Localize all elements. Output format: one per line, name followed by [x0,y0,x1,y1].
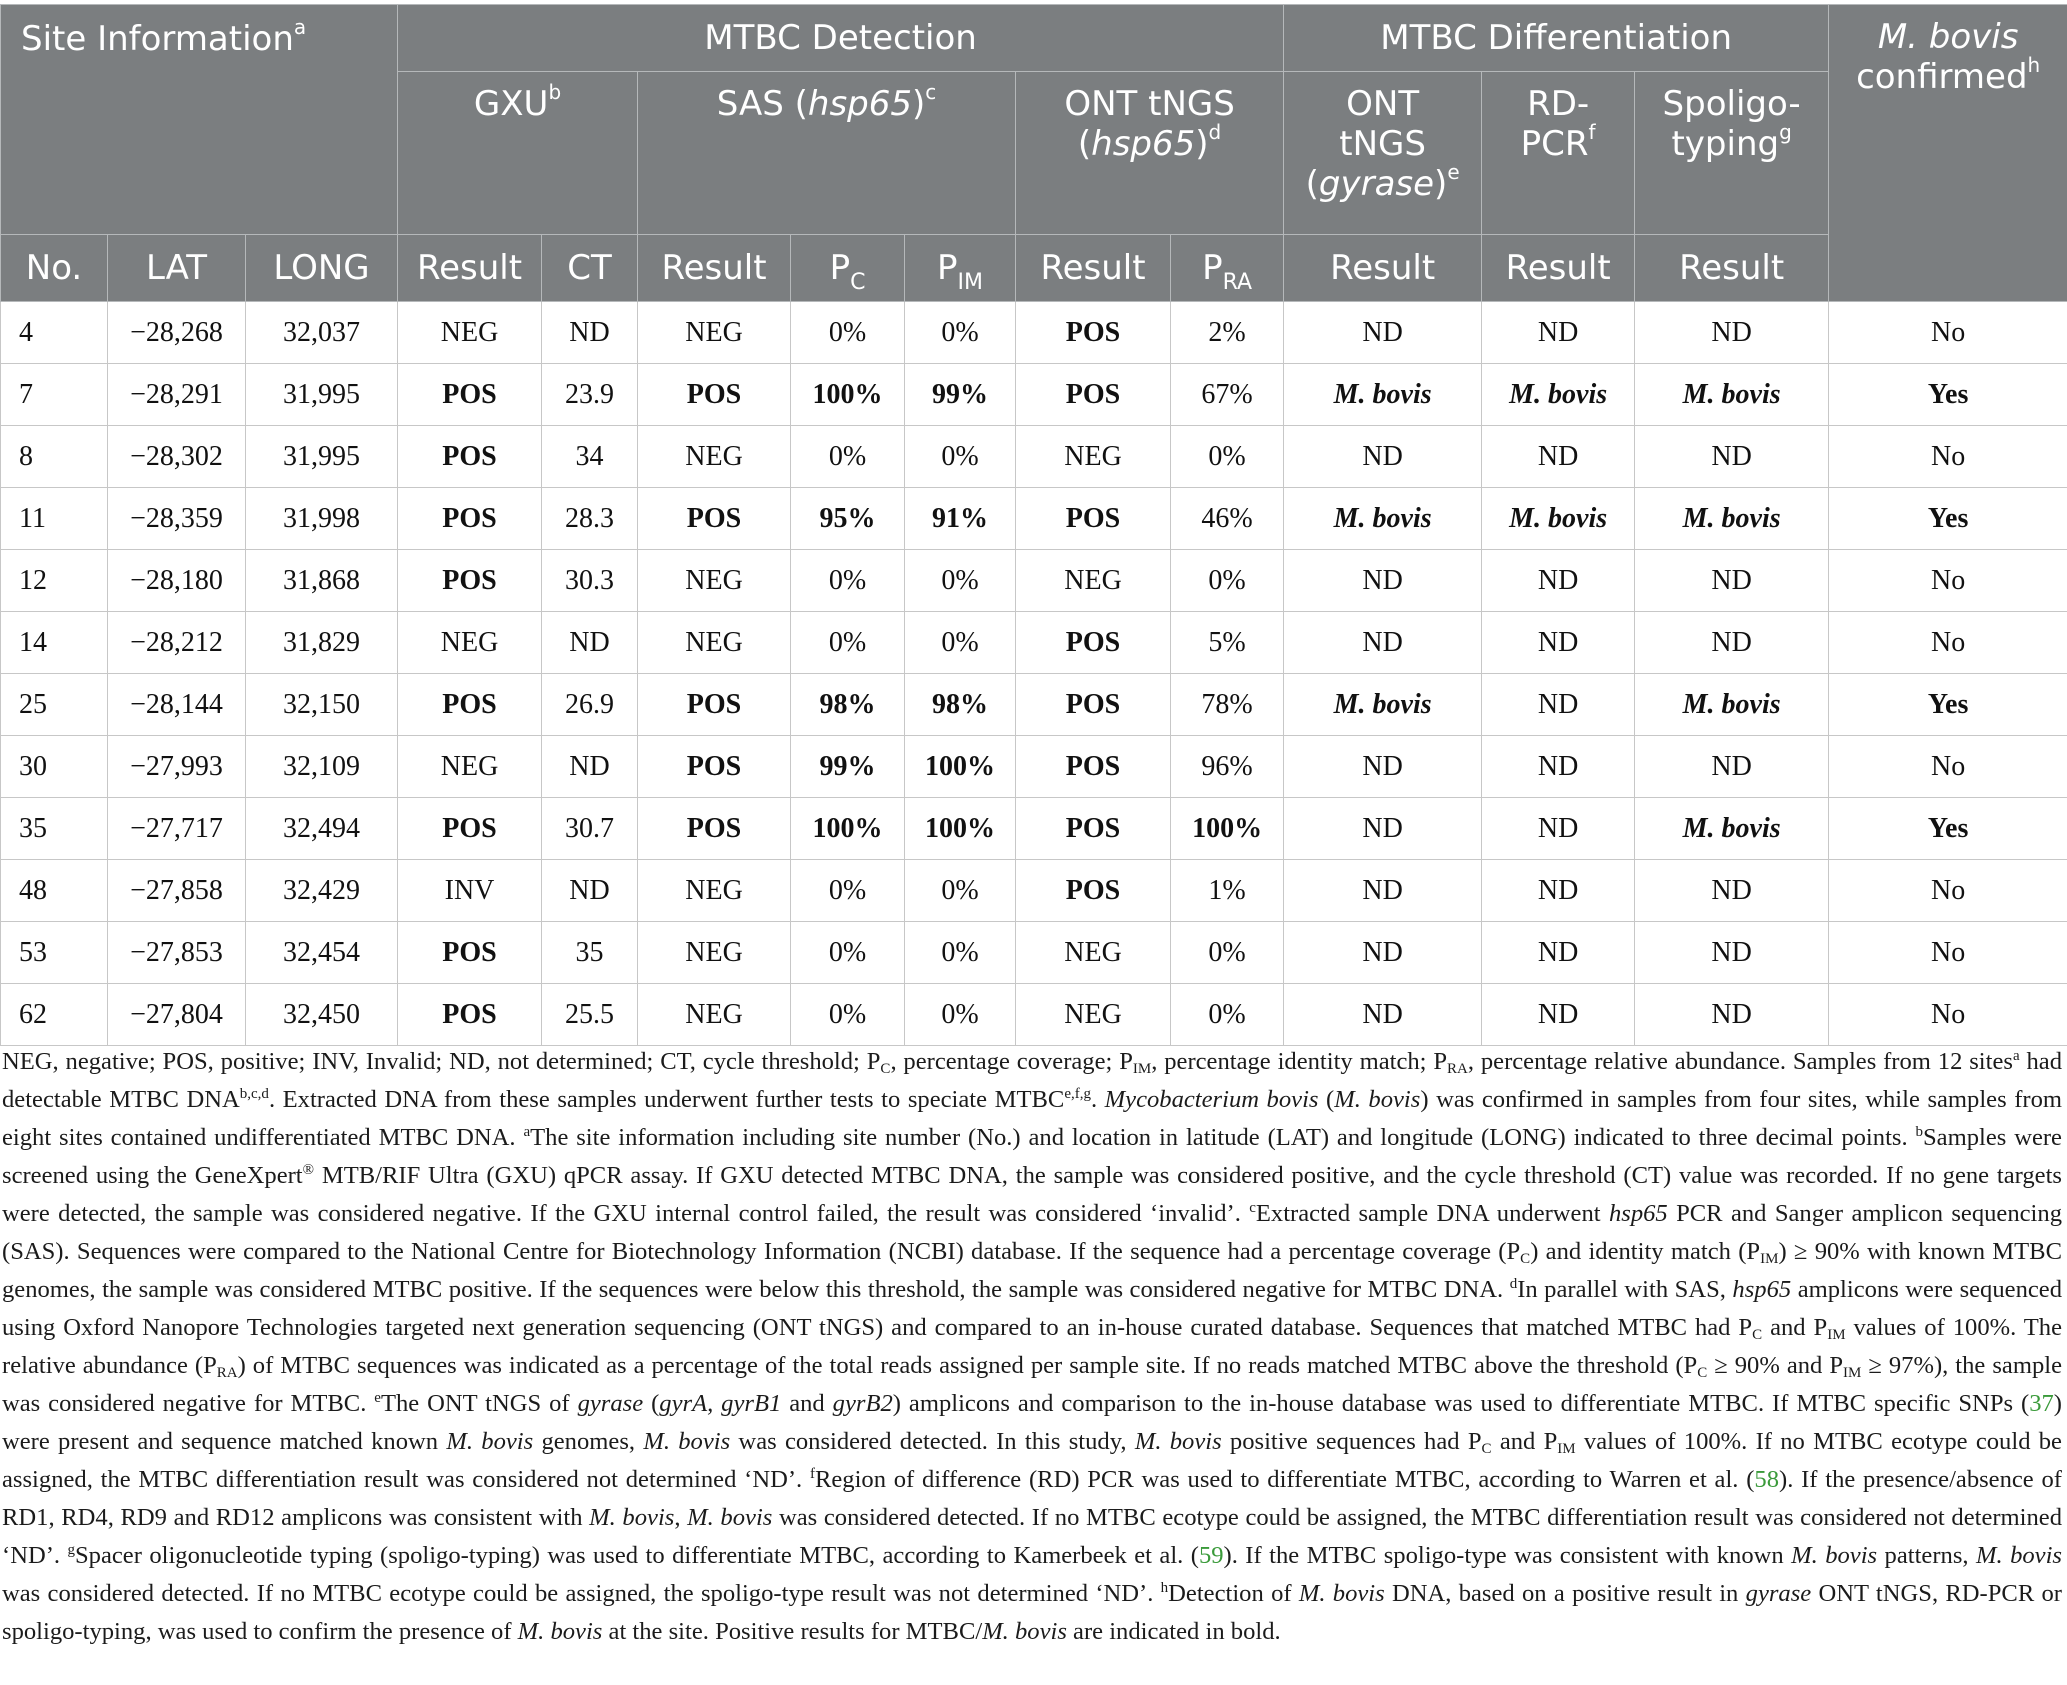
table-cell: POS [1016,302,1171,364]
table-cell: ND [1482,922,1635,984]
table-cell: 7 [1,364,108,426]
footnote-text: IM [1760,1251,1779,1267]
table-cell: Yes [1829,364,2067,426]
table-cell: 0% [791,860,905,922]
footnote-text: are indicated in bold. [1066,1618,1281,1645]
table-cell: 31,998 [246,488,398,550]
table-cell: ND [542,302,638,364]
table-cell: M. bovis [1284,364,1482,426]
table-cell: ND [1284,860,1482,922]
table-cell: 0% [791,302,905,364]
footnote-text: C [1752,1327,1763,1343]
table-cell: 28.3 [542,488,638,550]
table-cell: POS [638,488,791,550]
table-cell: 5% [1171,612,1284,674]
table-cell: POS [398,798,542,860]
table-cell: Yes [1829,674,2067,736]
table-cell: No [1829,302,2067,364]
table-cell: 67% [1171,364,1284,426]
table-cell: M. bovis [1284,674,1482,736]
table-cell: POS [1016,736,1171,798]
footnote-text: IM [1557,1441,1576,1457]
footnote-text: . Extracted DNA from these samples underwent further tests to speciate MTBC [268,1086,1065,1113]
footnote-text: . [1090,1086,1105,1113]
col-ont-result: Result [1016,235,1171,302]
footnote-text: ) and identity match (P [1530,1238,1761,1265]
footnote-text: hsp65 [1608,1200,1668,1227]
footnote-text: , percentage coverage; P [890,1048,1133,1075]
table-footnote [2,1043,2062,1651]
col-long: LONG [246,235,398,302]
table-cell: NEG [638,302,791,364]
spoligo-typing-header: Spoligo- typing$^g$ [1635,72,1829,235]
table-cell: No [1829,984,2067,1046]
table-cell: ND [1635,550,1829,612]
col-ont-pra: $P_{RA}$ [1171,235,1284,302]
footnote-text: M. bovis [517,1618,603,1645]
table-cell: 30.7 [542,798,638,860]
table-cell: 12 [1,550,108,612]
table-row [1,736,2067,798]
table-cell: ND [542,612,638,674]
table-cell: 34 [542,426,638,488]
footnote-text: b,c,d [239,1086,269,1102]
table-cell: POS [638,364,791,426]
footnote-text: M. bovis [1298,1580,1385,1607]
table-cell: ND [1284,302,1482,364]
table-cell: 32,494 [246,798,398,860]
table-cell: M. bovis [1635,674,1829,736]
footnote-text: gyrase [1745,1580,1812,1607]
table-cell: No [1829,612,2067,674]
table-cell: 4 [1,302,108,364]
table-cell: ND [1482,302,1635,364]
table-cell: NEG [398,736,542,798]
footnote-text: ONT tNGS, RD-PCR or spoligo-typing, was used to confirm the presence of [2,1580,2063,1645]
table-cell: POS [638,736,791,798]
footnote-text: and P [1762,1314,1828,1341]
results-table [0,4,2067,1046]
table-cell: 100% [905,798,1016,860]
reference-link[interactable]: 59 [1198,1542,1224,1569]
table-body [1,302,2067,1046]
footnote-text: at the site. Positive results for MTBC/ [602,1618,983,1645]
footnote-text: C [880,1061,891,1077]
table-cell: −28,268 [108,302,246,364]
table-row [1,612,2067,674]
table-cell: 31,995 [246,364,398,426]
table-cell: NEG [638,860,791,922]
table-cell: 25 [1,674,108,736]
rd-pcr-header: RD- PCR$^f$ [1482,72,1635,235]
footnote-text: RA [216,1365,238,1381]
table-cell: −28,212 [108,612,246,674]
footnote-text: ≥ 90% and P [1707,1352,1844,1379]
footnote-text: ) ≥ 90% with known MTBC genomes, the sample was considered MTBC positive. If the sequences were below this threshold, the sample was considered negative for MTBC DNA. [2,1238,2062,1303]
footnote-text: d [1509,1276,1518,1292]
footnote-text: , percentage identity match; P [1151,1048,1448,1075]
table-cell: POS [398,426,542,488]
table-cell: 0% [905,426,1016,488]
table-row [1,860,2067,922]
footnote-text: NEG, negative; POS, positive; INV, Invalid; ND, not determined; CT, cycle threshold; P [2,1048,881,1075]
table-cell: 99% [905,364,1016,426]
table-cell: NEG [638,612,791,674]
mtbc-differentiation-header: MTBC Differentiation [1284,5,1829,72]
col-sas-result: Result [638,235,791,302]
footnote-text: M. bovis [1791,1542,1878,1569]
footnote-text: M. bovis [589,1504,675,1531]
footnote-text: a [2012,1048,2020,1064]
table-cell: 2% [1171,302,1284,364]
footnote-text: genomes, [533,1428,644,1455]
table-cell: 100% [905,736,1016,798]
table-cell: −28,144 [108,674,246,736]
footnote-text: gyrase [577,1390,644,1417]
footnote-text: was considered detected. If no MTBC ecotype could be assigned, the MTBC differentiation result was considered not determined ‘ND’. [2,1504,2063,1569]
table-cell: No [1829,426,2067,488]
table-row [1,302,2067,364]
table-cell: 23.9 [542,364,638,426]
table-cell: No [1829,550,2067,612]
footnote-text: h [1160,1580,1169,1596]
table-cell: ND [542,860,638,922]
footnote-text: , percentage relative abundance. Samples from 12 sites [1467,1048,2013,1075]
table-cell: 0% [791,612,905,674]
footnote-text: IM [1827,1327,1846,1343]
table-cell: 0% [791,922,905,984]
table-cell: No [1829,736,2067,798]
table-cell: 0% [1171,984,1284,1046]
table-row [1,984,2067,1046]
reference-link[interactable]: 37 [2029,1390,2054,1417]
table-cell: 26.9 [542,674,638,736]
table-cell: ND [1284,736,1482,798]
table-row [1,674,2067,736]
table-cell: NEG [1016,984,1171,1046]
table-cell: ND [1482,674,1635,736]
table-cell: ND [542,736,638,798]
col-lat: LAT [108,235,246,302]
table-cell: −27,858 [108,860,246,922]
footnote-text: gyrB2 [832,1390,893,1417]
table-cell: 35 [1,798,108,860]
footnote-text: values of 100%. If no MTBC ecotype could be assigned, the MTBC differentiation result was considered not determined ‘ND’. [2,1428,2062,1493]
table-cell: −27,717 [108,798,246,860]
table-cell: 0% [905,860,1016,922]
footnote-text: ) amplicons and comparison to the in-house database was used to differentiate MTBC. If MTBC specific SNPs ( [892,1390,2030,1417]
table-cell: NEG [638,426,791,488]
table-cell: 100% [1171,798,1284,860]
table-cell: INV [398,860,542,922]
table-cell: 100% [791,364,905,426]
footnote-text: ). If the presence/absence of RD1, RD4, RD9 and RD12 amplicons was consistent with [2,1466,2062,1531]
footnote-text: was considered detected. If no MTBC ecotype could be assigned, the spoligo-type result was not determined ‘ND’. [2,1580,1161,1607]
table-row [1,364,2067,426]
table-cell: POS [398,364,542,426]
table-cell: M. bovis [1482,364,1635,426]
table-cell: ND [1635,302,1829,364]
table-cell: NEG [398,612,542,674]
table-cell: 32,454 [246,922,398,984]
table-cell: 31,995 [246,426,398,488]
table-cell: 31,868 [246,550,398,612]
table-cell: 100% [791,798,905,860]
mbovis-confirmed-header: M. bovis confirmed$^h$ [1829,5,2067,302]
footnote-text: M. bovis [643,1428,731,1455]
table-cell: NEG [1016,550,1171,612]
footnote-text: M. bovis [1134,1428,1222,1455]
footnote-text: M. bovis [1976,1542,2062,1569]
table-cell: 48 [1,860,108,922]
table-cell: ND [1482,612,1635,674]
footnote-text: f [809,1466,815,1482]
reference-link[interactable]: 58 [1754,1466,1779,1493]
table-cell: 96% [1171,736,1284,798]
table-cell: 30 [1,736,108,798]
table-cell: ND [1482,860,1635,922]
table-cell: ND [1482,550,1635,612]
table-cell: POS [1016,612,1171,674]
table-cell: M. bovis [1284,488,1482,550]
footnote-text: Extracted sample DNA underwent [1255,1200,1609,1227]
footnote-text: positive sequences had P [1221,1428,1482,1455]
footnote-text: PCR and Sanger amplicon sequencing (SAS). Sequences were compared to the National Centre for Biotechnology Information (NCBI) database. If the sequence had a percentage coverage (P [2,1200,2062,1265]
table-cell: 98% [905,674,1016,736]
ont-tngs-hsp65-header: ONT tNGS $(hsp65)^d$ [1016,72,1284,235]
table-cell: 0% [905,550,1016,612]
footnote-text: g [67,1542,75,1558]
footnote-text: Mycobacterium bovis [1104,1086,1319,1113]
footnote-text: The ONT tNGS of [380,1390,578,1417]
footnote-text: IM [1843,1365,1862,1381]
sas-hsp65-header: SAS $(hsp65)^c$ [638,72,1016,235]
footnote-text: values of 100%. The relative abundance (P [2,1314,2062,1379]
table-cell: NEG [638,550,791,612]
table-cell: NEG [638,922,791,984]
footnote-text: C [1481,1441,1492,1457]
col-rdpcr-result: Result [1482,235,1635,302]
footnote-text: was considered detected. In this study, [730,1428,1135,1455]
table-cell: ND [1284,612,1482,674]
footnote-text: ) of MTBC sequences was indicated as a percentage of the total reads assigned per sample site. If no reads matched MTBC above the threshold (P [237,1352,1698,1379]
table-cell: 0% [791,984,905,1046]
footnote-text: C [1520,1251,1531,1267]
table-cell: 0% [905,922,1016,984]
table-cell: 53 [1,922,108,984]
table-cell: ND [1284,922,1482,984]
footnote-text: RA [1447,1061,1468,1077]
table-cell: M. bovis [1482,488,1635,550]
table-row [1,922,2067,984]
table-cell: Yes [1829,488,2067,550]
table-cell: ND [1482,984,1635,1046]
table-cell: 0% [1171,922,1284,984]
footnote-text: Spacer oligonucleotide typing (spoligo-typing) was used to differentiate MTBC, according to Kamerbeek et al. ( [74,1542,1199,1569]
col-no: No. [1,235,108,302]
ont-tngs-gyrase-header: ONT tNGS (gyrase)$^e$ [1284,72,1482,235]
table-cell: M. bovis [1635,364,1829,426]
table-cell: −27,804 [108,984,246,1046]
table-row [1,550,2067,612]
footnote-text: and P [1491,1428,1558,1455]
col-gxu-result: Result [398,235,542,302]
table-cell: No [1829,922,2067,984]
footnote-text: ® [302,1162,315,1178]
table-cell: No [1829,860,2067,922]
table-cell: M. bovis [1635,798,1829,860]
table-cell: 78% [1171,674,1284,736]
table-cell: 95% [791,488,905,550]
table-cell: 98% [791,674,905,736]
table-cell: ND [1635,984,1829,1046]
table-cell: 91% [905,488,1016,550]
table-row [1,488,2067,550]
footnote-text: M. bovis [446,1428,534,1455]
mtbc-detection-header: MTBC Detection [398,5,1284,72]
table-cell: POS [398,922,542,984]
gxu-header: GXU$^b$ [398,72,638,235]
table-cell: POS [1016,674,1171,736]
table-cell: 99% [791,736,905,798]
table-cell: Yes [1829,798,2067,860]
table-cell: POS [638,798,791,860]
table-cell: ND [1284,550,1482,612]
table-cell: POS [1016,860,1171,922]
table-cell: POS [398,488,542,550]
table-cell: −27,853 [108,922,246,984]
table-cell: 14 [1,612,108,674]
footnote-text: gyrA, gyrB1 [659,1390,782,1417]
footnote-text: MTB/RIF Ultra (GXU) qPCR assay. If GXU detected MTBC DNA, the sample was considered positive, and the cycle threshold (CT) value was recorded. If no gene targets were detected, the sample was considered negative. If the GXU internal control failed, the result was considered ‘invalid’. [2,1162,2062,1227]
table-cell: ND [1635,922,1829,984]
table-cell: POS [1016,364,1171,426]
table-cell: 8 [1,426,108,488]
table-cell: −28,359 [108,488,246,550]
footnote-text: ≥ 97%), the sample was considered negative for MTBC. [2,1352,2063,1417]
table-cell: 32,429 [246,860,398,922]
footnote-text: e [374,1390,381,1406]
table-cell: 0% [1171,426,1284,488]
col-gxu-ct: CT [542,235,638,302]
footnote-text: patterns, [1877,1542,1976,1569]
footnote-text: Samples were screened using the GeneXpert [2,1124,2062,1189]
footnote-text: ) was confirmed in samples from four sites, while samples from eight sites contained undifferentiated MTBC DNA. [2,1086,2063,1151]
footnote-text: hsp65 [1732,1276,1792,1303]
table-cell: NEG [1016,922,1171,984]
col-sas-pim: $P_{IM}$ [905,235,1016,302]
table-cell: −28,291 [108,364,246,426]
table-cell: 35 [542,922,638,984]
table-cell: POS [398,674,542,736]
table-cell: M. bovis [1635,488,1829,550]
col-spoligo-result: Result [1635,235,1829,302]
table-cell: 30.3 [542,550,638,612]
table-cell: ND [1635,612,1829,674]
table-cell: 32,150 [246,674,398,736]
table-cell: POS [1016,798,1171,860]
table-row [1,798,2067,860]
table-cell: 11 [1,488,108,550]
table-cell: ND [1482,426,1635,488]
table-cell: NEG [398,302,542,364]
footnote-text: b [1915,1124,1923,1140]
footnote-text: amplicons were sequenced using Oxford Nanopore Technologies targeted next generation sequencing (ONT tNGS) and compared to an in-house curated database. Sequences that matched MTBC had P [2,1276,2062,1341]
footnote-text: M. bovis [1334,1086,1421,1113]
table-cell: 32,109 [246,736,398,798]
table-cell: 1% [1171,860,1284,922]
table-cell: ND [1635,860,1829,922]
footnote-text: ). If the MTBC spoligo-type was consistent with known [1223,1542,1792,1569]
footnote-text: ) were present and sequence matched known [2,1390,2062,1455]
footnote-text: M. bovis [982,1618,1067,1645]
table-cell: ND [1482,798,1635,860]
table-cell: 62 [1,984,108,1046]
footnote-text: Region of difference (RD) PCR was used to differentiate MTBC, according to Warren et al. ( [814,1466,1755,1493]
table-cell: 0% [905,302,1016,364]
table-cell: ND [1284,798,1482,860]
table-cell: −27,993 [108,736,246,798]
table-cell: POS [398,984,542,1046]
footnote-text: e,f,g [1064,1086,1091,1102]
table-cell: 32,450 [246,984,398,1046]
col-gyrase-result: Result [1284,235,1482,302]
col-sas-pc: $P_C$ [791,235,905,302]
table-cell: 0% [791,426,905,488]
table-cell: 0% [1171,550,1284,612]
table-cell: 25.5 [542,984,638,1046]
footnote-text: In parallel with SAS, [1517,1276,1733,1303]
table-cell: 32,037 [246,302,398,364]
table-cell: NEG [1016,426,1171,488]
table-cell: ND [1284,984,1482,1046]
table-cell: POS [638,674,791,736]
footnote-text: had detectable MTBC DNA [2,1048,2062,1113]
table-cell: −28,180 [108,550,246,612]
table-cell: ND [1635,426,1829,488]
footnote-text: , [674,1504,688,1531]
table-cell: 46% [1171,488,1284,550]
table-cell: ND [1284,426,1482,488]
table-cell: POS [1016,488,1171,550]
footnote-text: Detection of [1168,1580,1299,1607]
table-cell: ND [1482,736,1635,798]
footnote-text: The site information including site number (No.) and location in latitude (LAT) and longitude (LONG) indicated to three decimal points. [530,1124,1916,1151]
footnote-text: DNA, based on a positive result in [1384,1580,1746,1607]
table-cell: 31,829 [246,612,398,674]
table-cell: ND [1635,736,1829,798]
footnote-text: a [523,1124,531,1140]
footnote-text: IM [1132,1061,1152,1077]
footnote-text: c [1249,1200,1256,1216]
table-cell: 0% [905,984,1016,1046]
table-cell: 0% [791,550,905,612]
table-cell: POS [398,550,542,612]
site-information-header: Site Information$^a$ [1,5,398,235]
table-cell: NEG [638,984,791,1046]
table-cell: 0% [905,612,1016,674]
footnote-text: ( [643,1390,660,1417]
footnote-text: M. bovis [687,1504,773,1531]
footnote-text: C [1697,1365,1708,1381]
footnote-text: ( [1318,1086,1335,1113]
table-row [1,426,2067,488]
table-cell: −28,302 [108,426,246,488]
footnote-text: and [781,1390,833,1417]
